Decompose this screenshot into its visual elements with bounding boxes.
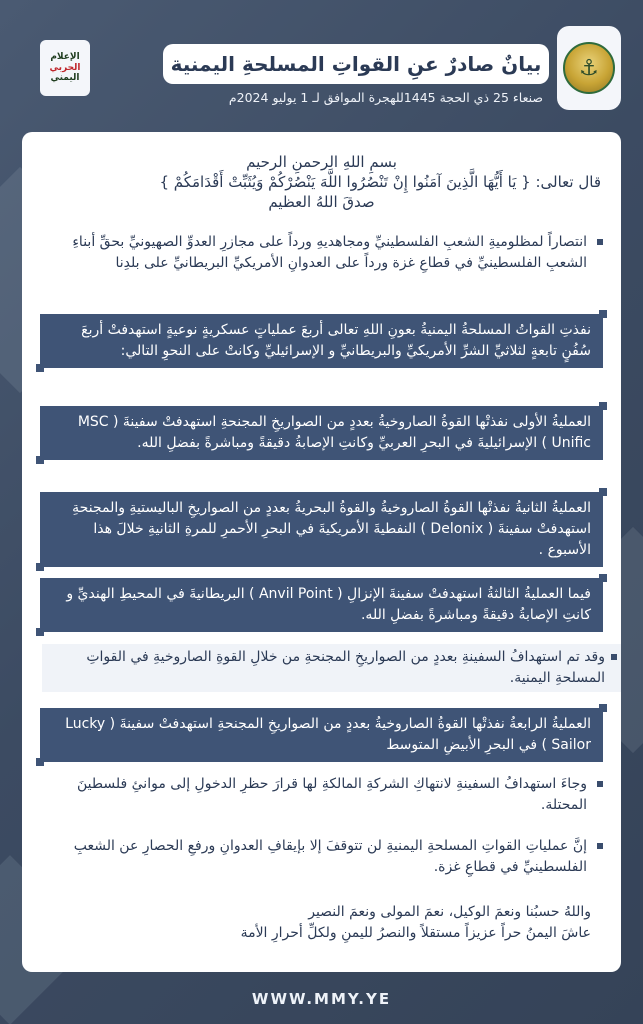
highlight-band [40, 314, 603, 368]
logo-text-1: الإعلام [50, 52, 80, 63]
closing-line-2: عاشَ اليمنُ حراً عزيزاً مستقلاً والنصرُ لليمنِ ولكلِّ أحرارِ الأمة [240, 925, 591, 941]
band-text: العمليةُ الأولى نفذتْها القوةُ الصاروخيةُ بعددٍ من الصواريخِ المجنحةِ استهدفتْ سفينةَ ( MSC Unific ) الإسرائيليةَ في البحرِ العربيِّ وكانتِ الإصابةُ دقيقةً ومباشرةً بفضلِ الله. [77, 414, 591, 451]
corner-mark [599, 488, 607, 496]
corner-mark [599, 402, 607, 410]
corner-mark [599, 310, 607, 318]
corner-mark [36, 456, 44, 464]
bullet-icon [597, 239, 603, 245]
military-media-logo [40, 40, 90, 96]
paragraph [42, 232, 603, 274]
footer-url: WWW.MMY.YE [251, 990, 392, 1008]
band-text: العمليةُ الثانيةُ نفذتْها القوةُ الصاروخيةُ والقوةُ البحريةُ بعددٍ من الصواريخِ الباليستيةِ والمجنحةِ استهدفتْ سفينةَ ( Delonix ) النفطيةَ الأمريكيةَ في البحرِ الأحمرِ للمرةِ الثانيةِ خلالَ هذا الأسبوع . [72, 500, 591, 558]
intro [42, 152, 601, 212]
header [22, 26, 621, 116]
bullet-icon [597, 843, 603, 849]
band-text: نفذتِ القواتُ المسلحةُ اليمنيةُ بعونِ اللهِ تعالى أربعَ عملياتٍ عسكريةٍ نوعيةٍ استهدفتْ أربعَ سُفُنٍ تابعةٍ لثلاثيِّ الشرِّ الأمريكيِّ والبريطانيِّ و الإسرائيليِّ وكانتْ على النحوِ التالي: [81, 322, 591, 359]
paragraph-text: وجاءَ استهدافُ السفينةِ لانتهاكِ الشركةِ المالكةِ لها قرارَ حظرِ الدخولِ إلى موانئِ فلسطينَ المحتلة. [77, 776, 587, 813]
corner-mark [599, 704, 607, 712]
band-text: العمليةُ الرابعةُ نفذتْها القوةُ الصاروخيةُ بعددٍ من الصواريخِ المجنحةِ استهدفتْ سفينةَ ( Lucky Sailor ) في البحرِ الأبيضِ المتوسط [65, 716, 591, 753]
paragraph [42, 644, 621, 692]
corner-mark [36, 364, 44, 372]
sadaq: صدقَ اللهُ العظيم [268, 193, 375, 211]
highlight-band [40, 708, 603, 762]
band-text: فيما العمليةُ الثالثةُ استهدفتْ سفينةَ الإنزالِ ( Anvil Point ) البريطانيةَ في المحيطِ الهنديِّ و كانتِ الإصابةُ دقيقةً ومباشرةً بفضلِ الله. [66, 586, 591, 623]
bullet-icon [597, 781, 603, 787]
paragraph [42, 836, 603, 878]
paragraph-text: انتصاراً لمظلوميةِ الشعبِ الفلسطينيِّ ومجاهديهِ ورداً على مجازرِ العدوِّ الصهيونيِّ بحقِّ أبناءِ الشعبِ الفلسطينيِّ في قطاعِ غزة ورداً على العدوانِ الأمريكيِّ البريطانيِّ على بلدِنا [72, 234, 587, 271]
title-box [163, 44, 549, 84]
basmala: بسمِ اللهِ الرحمنِ الرحيم [246, 153, 397, 171]
quran-verse: قال تعالى: { يَا أَيُّهَا الَّذِينَ آمَنُوا إِنْ تَنْصُرُوا اللَّهَ يَنْصُرْكُمْ وَيُثَبِّتْ أَقْدَامَكُمْ } [159, 173, 601, 191]
closing-line-1: واللهُ حسبُنا ونعمَ الوكيل، نعمَ المولى ونعمَ النصير [308, 904, 591, 920]
corner-mark [36, 628, 44, 636]
logo-text-3: اليمني [50, 73, 80, 84]
corner-mark [36, 563, 44, 571]
highlight-band [40, 578, 603, 632]
paragraph-text: وقد تم استهدافُ السفينةِ بعددٍ من الصواريخِ المجنحةِ من خلالِ القوةِ الصاروخيةِ في القواتِ المسلحةِ اليمنية. [86, 649, 605, 686]
paragraph [42, 774, 603, 816]
bullet-icon [611, 654, 617, 660]
corner-mark [599, 574, 607, 582]
date-line: صنعاء 25 ذي الحجة 1445للهجرة الموافق لـ 1 يوليو 2024م [228, 90, 543, 105]
highlight-band [40, 492, 603, 567]
statement-card [22, 132, 621, 972]
highlight-band [40, 406, 603, 460]
closing [42, 902, 591, 944]
emblem-icon: ⚓ [563, 42, 615, 94]
page-title: بيانٌ صادرٌ عنِ القواتِ المسلحةِ اليمنية [170, 52, 542, 76]
armed-forces-emblem [557, 26, 621, 110]
logo-text-2: الحربي [49, 62, 81, 73]
corner-mark [36, 758, 44, 766]
paragraph-text: إنَّ عملياتِ القواتِ المسلحةِ اليمنيةِ لن تتوقفَ إلا بإيقافِ العدوانِ ورفعِ الحصارِ عن الشعبِ الفلسطينيِّ في قطاعِ غزة. [73, 838, 587, 875]
